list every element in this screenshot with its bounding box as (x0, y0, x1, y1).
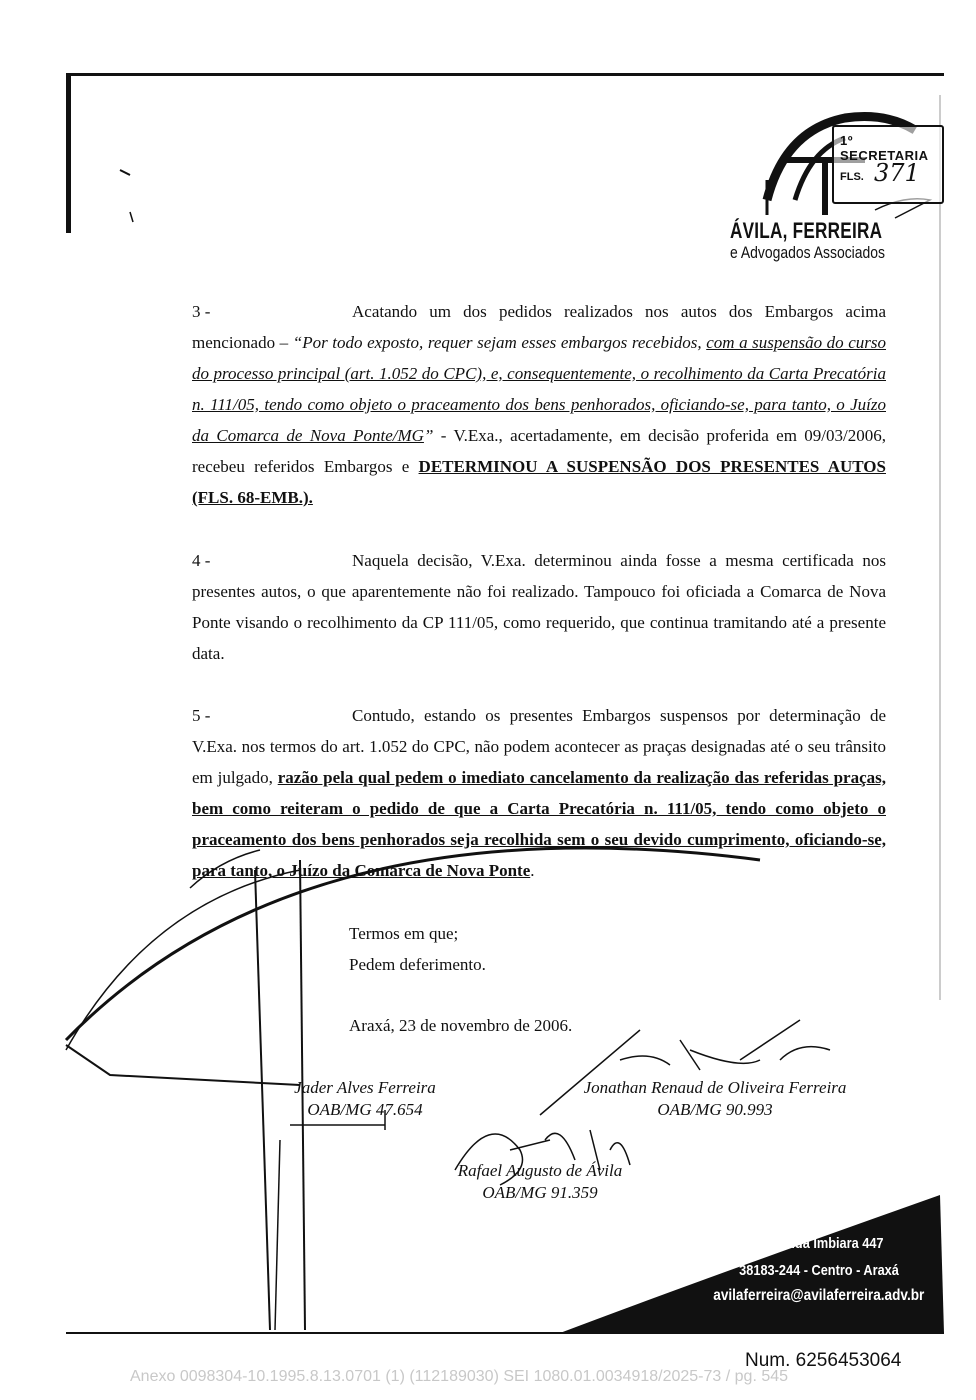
contact-email: avilaferreira@avilaferreira.adv.br (712, 1287, 924, 1304)
contact-block (560, 1190, 944, 1333)
paragraph-text: Naquela decisão, V.Exa. determinou ainda fosse a mesma certificada nos presentes autos, o que aparentemente não foi realizado. Tampouco foi oficiada a Comarca de Nova Ponte visando o recolhimento da CP 111/05, como requerido, que continua tramitando até a presente data. (192, 551, 886, 663)
stamp-title: 1º SECRETARIA (840, 133, 929, 163)
signature-3-oab: OAB/MG 91.359 (482, 1183, 598, 1202)
quote-underlined-text: com a suspensão do curso do processo principal (art. 1.052 do CPC), e, consequentemente, o recolhimento da Carta Precatória n. 111/05, tendo como objeto o praceamento dos bens penhorados, oficiando-se, para tanto, o Juízo da Comarca de Nova Ponte/MG (192, 333, 887, 445)
closing-line-2: Pedem deferimento. (349, 955, 486, 974)
paragraph-text: Contudo, estando os presentes Embargos suspensos por determinação de V.Exa. nos termos do art. 1.052 do CPC, não podem acontecer as praças designadas até o seu trânsito em julgado, (192, 706, 886, 787)
emphasis-text: DETERMINOU A SUSPENSÃO DOS PRESENTES AUTOS (FLS. 68-EMB.). (192, 457, 886, 507)
signature-1-oab: OAB/MG 47.654 (307, 1100, 423, 1119)
document-number: Num. 6256453064 (745, 1350, 902, 1371)
quote-close: ” (423, 426, 434, 445)
quote-text: “Por todo exposto, requer sejam esses embargos recebidos, (292, 333, 707, 352)
contact-street: Avenida Imbiara 447 (761, 1235, 884, 1252)
signature-3-name: Rafael Augusto de Ávila (457, 1161, 623, 1180)
paragraph-text: - V.Exa., acertadamente, em decisão proferida em 09/03/2006, recebeu referidos Embargos e (192, 426, 887, 476)
paragraph-number: 5 - (192, 706, 211, 725)
paragraph-text: Acatando um dos pedidos realizados nos autos dos Embargos acima mencionado – (192, 302, 886, 352)
signature-1-name: Jader Alves Ferreira (294, 1078, 436, 1097)
contact-phone: 34 3661-2215 (774, 1206, 864, 1225)
signature-2-oab: OAB/MG 90.993 (657, 1100, 773, 1119)
emphasis-text: razão pela qual pedem o imediato cancelamento da realização das referidas praças, bem como reiteram o pedido de que a Carta Precatória n. 111/05, tendo como objeto o praceamento dos bens penhorados seja recolhida sem o seu devido cumprimento, oficiando-se, para tanto, o Juízo da Comarca de Nova Ponte (192, 768, 886, 880)
paragraph-end: . (530, 861, 535, 880)
firm-subtitle: e Advogados Associados (730, 243, 886, 262)
paragraph-number: 3 - (192, 302, 211, 321)
paragraph-number: 4 - (192, 551, 211, 570)
annex-footer: Anexo 0098304-10.1995.8.13.0701 (1) (112189030) SEI 1080.01.0034918/2025-73 / pg. 545 (130, 1368, 789, 1385)
stamp-page-number: 371 (874, 159, 920, 187)
place-date: Araxá, 23 de novembro de 2006. (349, 1016, 573, 1035)
contact-city: 38183-244 - Centro - Araxá (739, 1262, 899, 1279)
signature-2-name: Jonathan Renaud de Oliveira Ferreira (583, 1078, 847, 1097)
closing-line-1: Termos em que; (349, 924, 459, 943)
stamp-fls-label: FLS. (840, 171, 864, 183)
firm-name: ÁVILA, FERREIRA (730, 218, 883, 243)
